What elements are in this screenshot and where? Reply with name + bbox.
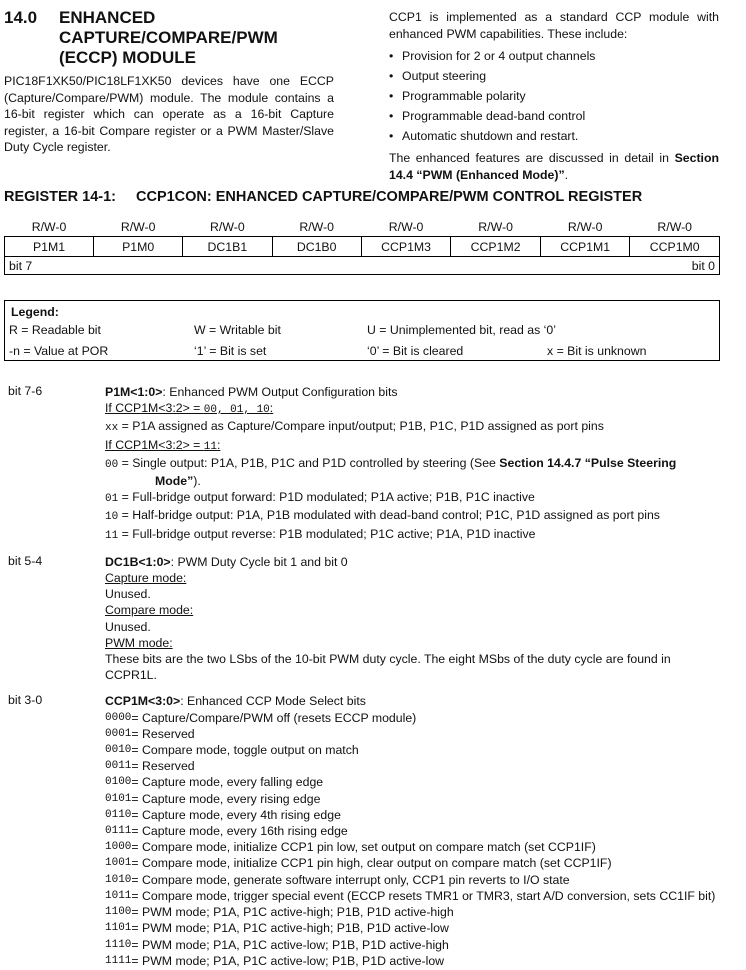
bit-descriptions [0, 384, 746, 969]
option-row: xx = P1A assigned as Capture/Compare input/output; P1B, P1C, P1D assigned as port pins [105, 419, 604, 435]
bit-heading: CCP1M<3:0>: Enhanced CCP Mode Select bits [105, 694, 366, 709]
register-bit-table [4, 219, 720, 275]
title-line-3: (ECCP) MODULE [59, 48, 196, 67]
mode-row: 1101 = PWM mode; P1A, P1C active-high; P1B, P1D active-low [105, 921, 449, 936]
access-cell: R/W-0 [567, 220, 603, 234]
mode-heading: PWM mode: [105, 635, 173, 650]
ccp1-intro: CCP1 is implemented as a standard CCP module with enhanced PWM capabilities. These include: [389, 10, 719, 41]
mode-text: Unused. [105, 619, 151, 634]
mode-row: 0110 = Capture mode, every 4th rising edge [105, 807, 341, 822]
bit-name-cell: CCP1M0 [630, 237, 720, 257]
mode-heading: Compare mode: [105, 603, 194, 618]
mode-row: 0111 = Capture mode, every 16th rising edge [105, 824, 348, 839]
bit-range-row [5, 257, 720, 275]
access-cell: R/W-0 [210, 220, 245, 234]
access-cell: R/W-0 [657, 220, 693, 234]
bit-name-cell: DC1B0 [272, 237, 361, 257]
bit-low-label: bit 0 [691, 258, 715, 273]
mode-row: 1010 = Compare mode, generate software interrupt only, CCP1 pin reverts to I/O state [105, 872, 570, 887]
option-row: 11 = Full-bridge output reverse: P1B modulated; P1C active; P1A, P1D inactive [105, 526, 536, 542]
feature-list [389, 46, 719, 146]
option-row: 10 = Half-bridge output: P1A, P1B modulated with dead-band control; P1C, P1D assigned as port pins [105, 508, 660, 524]
section-intro: PIC18F1XK50/PIC18LF1XK50 devices have one ECCP (Capture/Compare/PWM) module. The module contains a 16-bit register which can operate as a 16-bit Capture register, a 16-bit Compare register or a PWM Master/Slave Duty Cycle register. [4, 74, 334, 154]
mode-row: 0000 = Capture/Compare/PWM off (resets ECCP module) [105, 710, 417, 725]
bit-heading: P1M<1:0>: Enhanced PWM Output Configuration bits [105, 385, 398, 399]
section-number: 14.0 [4, 8, 38, 27]
access-cell: R/W-0 [388, 220, 424, 234]
legend-set: ‘1’ = Bit is set [194, 344, 267, 358]
mode-row: 0011 = Reserved [105, 759, 195, 774]
access-cell: R/W-0 [299, 220, 334, 234]
title-line-1: ENHANCED [59, 8, 156, 27]
mode-row: 1110 = PWM mode; P1A, P1C active-low; P1B, P1D active-high [105, 937, 449, 952]
right-column [389, 9, 719, 183]
access-cell: R/W-0 [31, 220, 67, 234]
bit-5-4-block [0, 554, 746, 684]
feature-item: • Automatic shutdown and restart. [389, 129, 579, 143]
bit-label: bit 5-4 [8, 553, 43, 568]
section-reference-link[interactable]: Section 14.4.7 “Pulse Steering Mode” [155, 455, 677, 489]
access-row [5, 219, 720, 237]
bit-name-cell: CCP1M2 [451, 237, 541, 257]
mode-row: 0010 = Compare mode, toggle output on match [105, 743, 359, 758]
mode-row: 0101 = Capture mode, every rising edge [105, 791, 321, 806]
feature-item: • Output steering [389, 69, 487, 83]
legend-writable: W = Writable bit [194, 323, 281, 337]
bit-high-label: bit 7 [9, 258, 33, 273]
mode-row: 1100 = PWM mode; P1A, P1C active-high; P1B, P1D active-high [105, 905, 454, 920]
mode-row: 1001 = Compare mode, initialize CCP1 pin high, clear output on compare match (set CCP1IF) [105, 856, 612, 871]
mode-text: These bits are the two LSbs of the 10-bit PWM duty cycle. The eight MSbs of the duty cycle are found in CCPR1L. [105, 652, 671, 683]
bit-heading: DC1B<1:0>: PWM Duty Cycle bit 1 and bit 0 [105, 554, 348, 569]
mode-row: 1011 = Compare mode, trigger special event (ECCP resets TMR1 or TMR3, start A/D conversion, sets CC1IF bit) [105, 888, 716, 903]
access-cell: R/W-0 [120, 220, 156, 234]
bit-name-cell: CCP1M3 [361, 237, 451, 257]
bit-3-0-block [0, 693, 746, 968]
legend-unknown: x = Bit is unknown [547, 344, 647, 358]
feature-item: • Provision for 2 or 4 output channels [389, 49, 596, 63]
section-header [4, 8, 344, 156]
mode-row: 1000 = Compare mode, initialize CCP1 pin low, set output on compare match (set CCP1IF) [105, 840, 596, 855]
legend-box [4, 300, 720, 361]
register-label: REGISTER 14-1: [4, 189, 116, 205]
legend-unimplemented: U = Unimplemented bit, read as ‘0’ [367, 323, 556, 337]
section-title-text [59, 8, 278, 68]
title-line-2: CAPTURE/COMPARE/PWM [59, 28, 278, 47]
mode-text: Unused. [105, 587, 151, 602]
condition-line: If CCP1M<3:2> = 11: [105, 437, 221, 453]
bit-name-row [5, 237, 720, 257]
mode-row: 0001 = Reserved [105, 726, 195, 741]
mode-row: 0100 = Capture mode, every falling edge [105, 775, 324, 790]
feature-item: • Programmable polarity [389, 89, 526, 103]
option-row: 00 = Single output: P1A, P1B, P1C and P1D controlled by steering (See Section 14.4.7 “Pulse Steering Mode”). [105, 455, 677, 489]
bit-name-cell: CCP1M1 [540, 237, 630, 257]
feature-item: • Programmable dead-band control [389, 109, 586, 123]
bit-7-6-block [0, 384, 746, 544]
access-cell: R/W-0 [478, 220, 513, 234]
legend-readable: R = Readable bit [9, 323, 101, 337]
section-title [4, 8, 344, 68]
register-title [4, 189, 724, 205]
section-reference-link[interactable]: Section 14.4 “PWM (Enhanced Mode)” [389, 151, 719, 182]
legend-cleared: ‘0’ = Bit is cleared [367, 344, 464, 358]
mode-heading: Capture mode: [105, 571, 187, 586]
bit-label: bit 3-0 [8, 693, 43, 708]
mode-row: 1111 = PWM mode; P1A, P1C active-low; P1B, P1D active-low [105, 953, 445, 968]
bit-name-cell: P1M0 [94, 237, 183, 257]
bit-name-cell: P1M1 [5, 237, 94, 257]
legend-title: Legend: [11, 305, 59, 319]
register-name: CCP1CON: ENHANCED CAPTURE/COMPARE/PWM CONTROL REGISTER [136, 189, 643, 205]
bit-name-cell: DC1B1 [183, 237, 272, 257]
ccp1-outro: The enhanced features are discussed in detail in Section 14.4 “PWM (Enhanced Mode)”. [389, 151, 719, 182]
bit-label: bit 7-6 [8, 384, 43, 398]
option-row: 01 = Full-bridge output forward: P1D modulated; P1A active; P1B, P1C inactive [105, 490, 535, 506]
legend-por: -n = Value at POR [9, 344, 109, 358]
condition-line: If CCP1M<3:2> = 00, 01, 10: [105, 401, 274, 417]
